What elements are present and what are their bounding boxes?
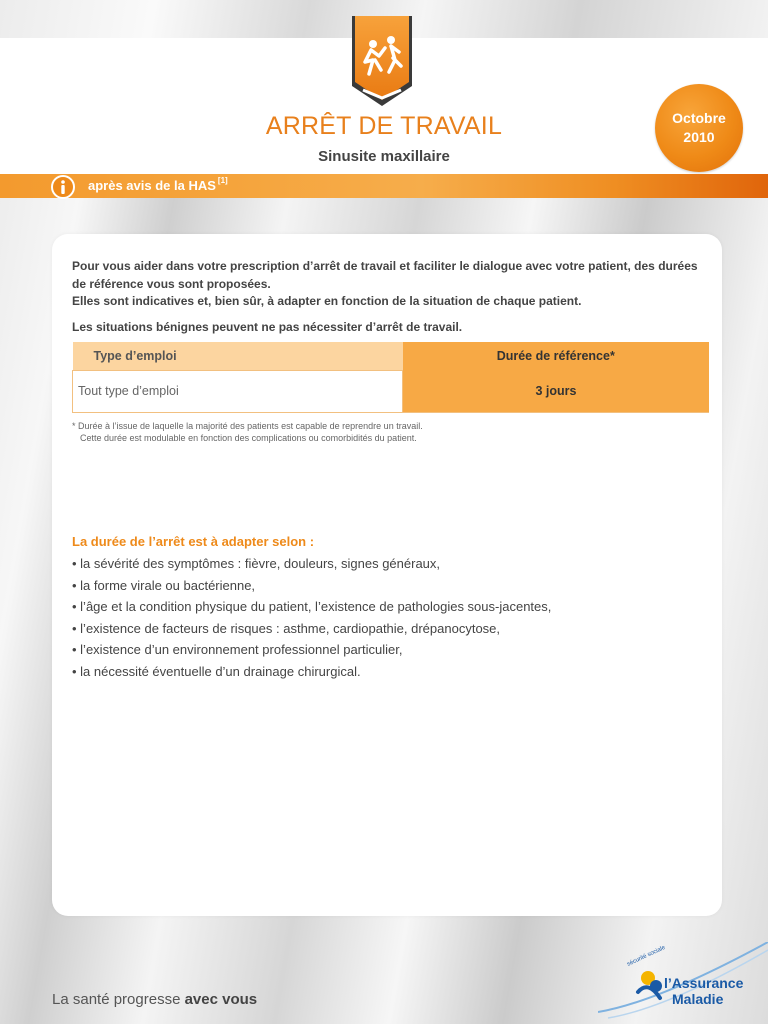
list-item: • la sévérité des symptômes : fièvre, douleurs, signes généraux, [72,553,712,575]
slogan-bold: avec vous [184,991,258,1008]
footnote-line-2: Cette durée est modulable en fonction des complications ou comorbidités du patient. [80,433,417,443]
org-name-line-1: l’Assurance [664,975,744,991]
date-year: 2010 [683,129,715,145]
info-bar-text: après avis de la HAS [88,178,216,193]
adapt-factor-list [72,553,712,682]
date-badge [655,84,743,172]
table-cell-job-type: Tout type d’emploi [73,370,403,412]
info-bar-ref: [1] [217,176,228,185]
reference-duration-table [72,342,709,413]
table-header-duration: Durée de référence* [403,342,710,370]
page-title: ARRÊT DE TRAVAIL [265,112,503,140]
info-bar-label [88,178,228,193]
list-item: • l’existence de facteurs de risques : asthme, cardiopathie, drépanocytose, [72,618,712,640]
table-row [73,370,710,412]
page-subtitle: Sinusite maxillaire [318,148,450,165]
table-header-row [73,342,710,370]
footer-slogan [52,991,257,1008]
list-item: • l’existence d’un environnement professionnel particulier, [72,639,712,661]
slogan-plain: La santé progresse [52,991,185,1008]
running-figures-icon [349,16,415,106]
org-name-line-2: Maladie [672,991,724,1007]
org-name [664,975,743,1007]
org-arc-text: sécurité sociale [626,944,667,968]
adapt-heading: La durée de l’arrêt est à adapter selon : [72,534,315,549]
date-month: Octobre [672,110,726,126]
footnote-line-1: * Durée à l’issue de laquelle la majorité des patients est capable de reprendre un travail. [72,421,423,431]
intro-line-1: Pour vous aider dans votre prescription d’arrêt de travail et faciliter le dialogue avec votre patient, des durées de référence vous sont proposées. [72,259,698,291]
benign-note: Les situations bénignes peuvent ne pas nécessiter d’arrêt de travail. [72,320,463,334]
table-footnote [72,420,712,444]
list-item: • l’âge et la condition physique du patient, l’existence de pathologies sous-jacentes, [72,596,712,618]
intro-text [72,258,712,311]
list-item: • la nécessité éventuelle d’un drainage chirurgical. [72,661,712,683]
table-cell-duration: 3 jours [403,370,710,412]
table-header-job-type: Type d’emploi [73,342,403,370]
info-icon [50,174,76,200]
intro-line-2: Elles sont indicatives et, bien sûr, à adapter en fonction de la situation de chaque patient. [72,294,582,308]
list-item: • la forme virale ou bactérienne, [72,575,712,597]
